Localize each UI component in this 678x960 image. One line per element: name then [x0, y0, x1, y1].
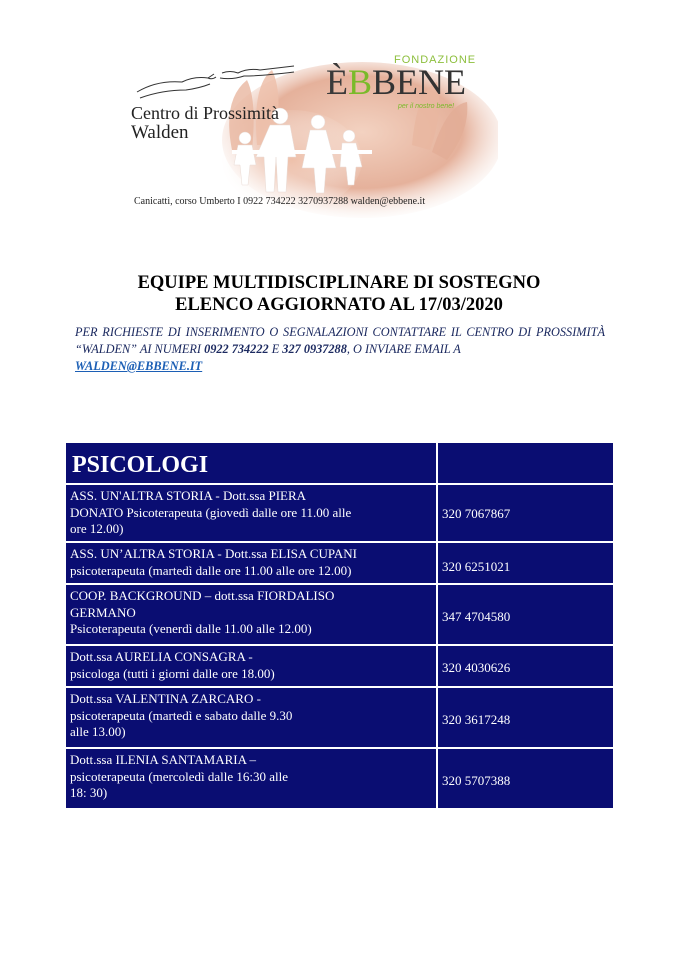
table-row	[66, 686, 613, 747]
table-row	[66, 483, 613, 541]
row-line: Dott.ssa VALENTINA ZARCARO -	[70, 691, 261, 706]
table-heading: PSICOLOGI	[72, 452, 209, 478]
row-phone: 320 7067867	[442, 506, 511, 521]
row-description	[70, 588, 430, 638]
page-title: EQUIPE MULTIDISCIPLINARE DI SOSTEGNO	[137, 273, 541, 293]
column-divider	[436, 646, 438, 686]
row-line: Dott.ssa AURELIA CONSAGRA -	[70, 649, 253, 664]
notice-text-3: , O INVIARE EMAIL A	[346, 342, 461, 356]
ebbene-logo	[326, 63, 466, 101]
contact-notice	[75, 324, 605, 375]
table-row	[66, 747, 613, 808]
row-line: ASS. UN’ALTRA STORIA - Dott.ssa ELISA CUPANI	[70, 546, 358, 561]
table-row	[66, 541, 613, 583]
row-line: COOP. BACKGROUND – dott.ssa FIORDALISO	[70, 588, 335, 603]
header-banner	[112, 40, 498, 218]
logo-letter-e: È	[326, 62, 348, 102]
row-description	[70, 752, 430, 802]
psychologists-table	[66, 443, 613, 808]
contact-info: Canicattì, corso Umberto I 0922 734222 3270937288 walden@ebbene.it	[134, 196, 426, 207]
email-link[interactable]: WALDEN@EBBENE.IT	[75, 359, 203, 373]
row-description	[70, 691, 430, 741]
column-divider	[436, 443, 438, 483]
fondazione-label: FONDAZIONE	[394, 54, 477, 66]
notice-phone-2: 327 0937288	[282, 342, 347, 356]
notice-phone-1: 0922 734222	[204, 342, 269, 356]
row-line: alle 13.00)	[70, 724, 126, 739]
row-line: psicoterapeuta (martedì e sabato dalle 9.30	[70, 707, 293, 723]
row-phone: 347 4704580	[442, 609, 511, 624]
column-divider	[436, 585, 438, 644]
row-line: psicoterapeuta (martedì dalle ore 11.00 alle ore 12.00)	[70, 562, 352, 578]
table-header	[66, 443, 613, 483]
table-row	[66, 583, 613, 644]
page-subtitle: ELENCO AGGIORNATO AL 17/03/2020	[175, 295, 503, 315]
column-divider	[436, 749, 438, 808]
row-line: psicoterapeuta (mercoledì dalle 16:30 alle	[70, 768, 289, 784]
notice-text-1: PER RICHIESTE DI INSERIMENTO O SEGNALAZIONI CONTATTARE IL CENTRO DI PROSSIMITÀ “WALDEN” AI NUMERI	[75, 325, 605, 356]
centro-label: Centro di Prossimità	[131, 103, 279, 123]
row-line: 18: 30)	[70, 785, 108, 800]
row-line: Dott.ssa ILENIA SANTAMARIA –	[70, 752, 257, 767]
row-line: DONATO Psicoterapeuta (giovedì dalle ore 11.00 alle	[70, 504, 352, 520]
row-description	[70, 546, 430, 579]
walden-label: Walden	[131, 122, 189, 143]
row-description	[70, 649, 430, 682]
notice-text-2: E	[268, 342, 283, 356]
column-divider	[436, 485, 438, 541]
row-line: psicologa (tutti i giorni dalle ore 18.00)	[70, 665, 275, 681]
row-line: ore 12.00)	[70, 521, 124, 536]
row-line: Psicoterapeuta (venerdì dalle 11.00 alle 12.00)	[70, 621, 312, 636]
row-phone: 320 4030626	[442, 660, 511, 675]
ebbene-tagline: per il nostro bene!	[398, 103, 455, 110]
row-phone: 320 3617248	[442, 712, 511, 727]
row-description	[70, 488, 430, 538]
row-line: ASS. UN'ALTRA STORIA - Dott.ssa PIERA	[70, 488, 307, 503]
row-phone: 320 5707388	[442, 773, 511, 788]
row-phone: 320 6251021	[442, 559, 511, 574]
column-divider	[436, 543, 438, 583]
logo-letters-rest: BENE	[372, 62, 467, 102]
row-line: GERMANO	[70, 604, 136, 620]
logo-letter-b: B	[348, 62, 373, 102]
column-divider	[436, 688, 438, 747]
table-row	[66, 644, 613, 686]
